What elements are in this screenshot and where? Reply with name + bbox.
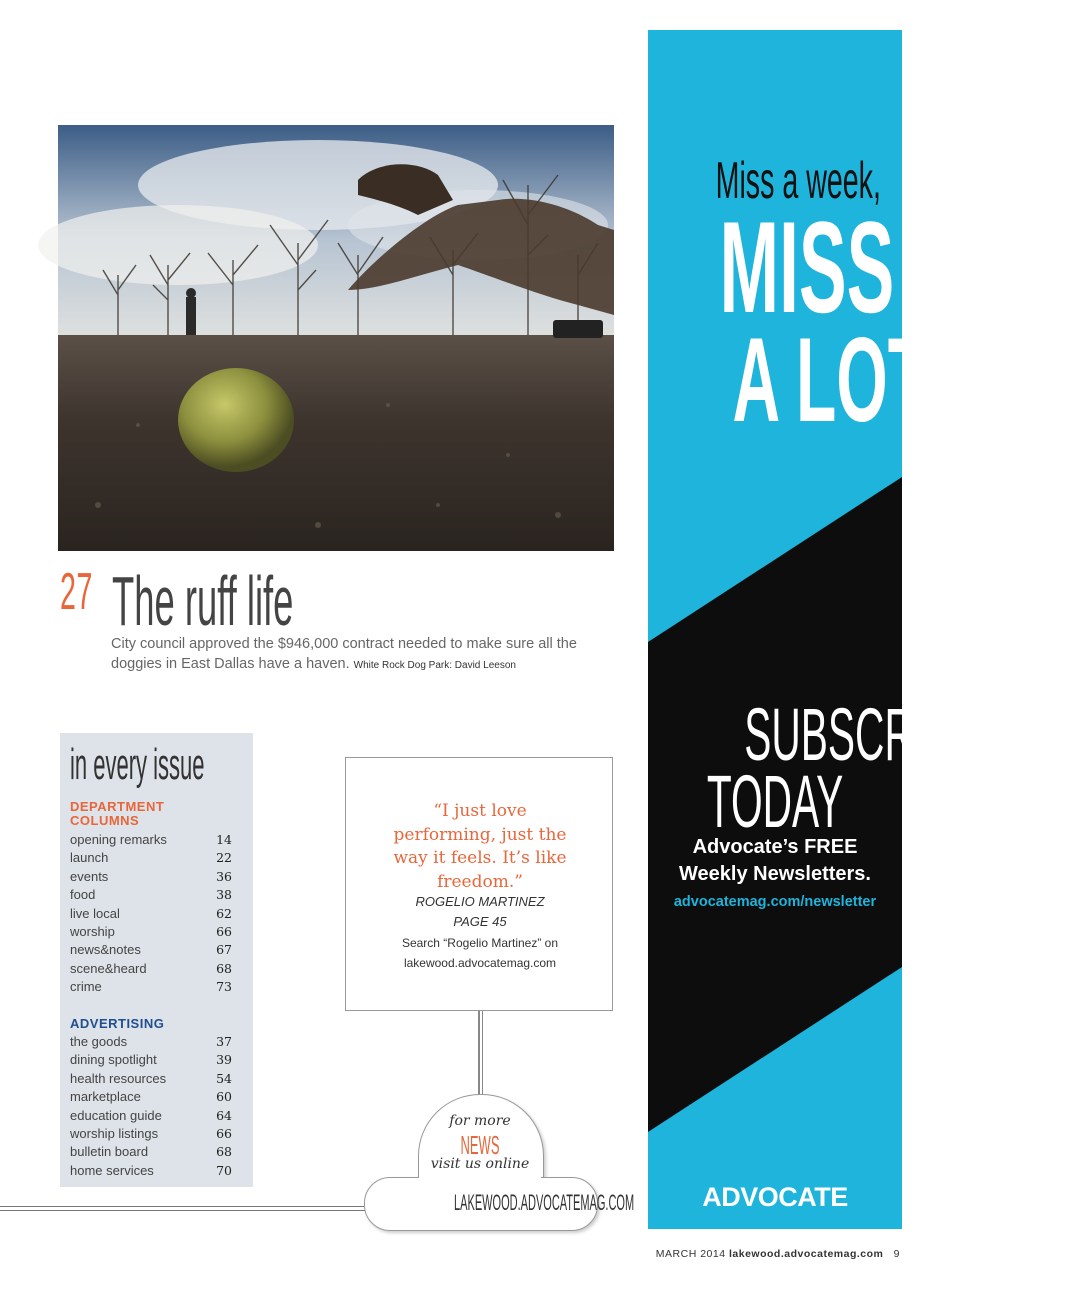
department-item-page: 14 (216, 832, 232, 847)
department-item-label: worship (70, 924, 115, 939)
department-item[interactable] (70, 906, 232, 924)
feature-description-text: City council approved the $946,000 contract needed to make sure all the doggies in East Dallas have a haven. (111, 636, 577, 672)
subscribe-ad[interactable] (648, 30, 980, 1229)
advertising-item[interactable] (70, 1126, 232, 1144)
advertising-item-page: 60 (216, 1089, 232, 1105)
advertising-item-label: the goods (70, 1034, 128, 1049)
ad-newsletter-link[interactable]: advocatemag.com/newsletter (673, 894, 877, 910)
page-footer (560, 1248, 900, 1260)
quote-box (345, 757, 613, 1011)
connector-line (478, 1011, 480, 1101)
ad-subscribe-text: SUBSCRIBE (744, 693, 980, 776)
ad-newsletter-line2: Weekly Newsletters. (679, 863, 871, 885)
ad-newsletter-line1: Advocate’s FREE (692, 836, 858, 858)
advertising-item-label: dining spotlight (70, 1052, 157, 1068)
pull-quote (346, 800, 614, 894)
divider-line (0, 1210, 368, 1211)
feature-description (111, 634, 611, 676)
news-visit-online: visit us online (430, 1156, 530, 1172)
department-item[interactable] (70, 869, 232, 887)
quote-url[interactable]: lakewood.advocatemag.com (403, 956, 557, 970)
department-item[interactable] (70, 942, 232, 960)
advertising-item[interactable] (70, 1163, 232, 1181)
quote-author: ROGELIO MARTINEZ (415, 894, 545, 909)
department-item-page: 68 (216, 960, 232, 976)
advertising-item-page: 54 (216, 1070, 232, 1086)
news-url-link[interactable] (364, 1190, 635, 1216)
advertising-item-label: health resources (70, 1070, 167, 1086)
advertising-item-label: bulletin board (70, 1144, 149, 1160)
footer-site[interactable]: lakewood.advocatemag.com (729, 1248, 884, 1260)
advertising-item[interactable] (70, 1052, 232, 1070)
advertising-item-page: 68 (216, 1144, 232, 1160)
department-item-label: crime (70, 979, 102, 995)
feature-title[interactable]: The ruff life (112, 562, 294, 640)
advertising-item-label: home services (70, 1162, 154, 1178)
department-heading-line: DEPARTMENT (70, 799, 165, 814)
ad-today (648, 760, 902, 843)
department-item-label: news&notes (70, 942, 141, 958)
advertising-item-page: 66 (216, 1126, 232, 1141)
photo-credit: White Rock Dog Park: David Leeson (353, 660, 516, 671)
quote-page[interactable]: PAGE 45 (453, 914, 507, 929)
department-item-label: events (70, 868, 109, 884)
department-item-page: 73 (216, 979, 232, 995)
quote-line: performing, just the (393, 824, 567, 845)
connector-line (482, 1011, 483, 1101)
footer-date: MARCH 2014 (655, 1248, 726, 1260)
department-item-label: opening remarks (70, 832, 167, 847)
quote-line: freedom.” (437, 871, 523, 892)
ad-headline-text: MISS (719, 194, 895, 340)
advertising-item-page: 64 (216, 1107, 232, 1123)
divider-line (0, 1206, 368, 1207)
department-item-label: live local (70, 905, 120, 921)
advertising-heading: ADVERTISING (70, 1016, 165, 1031)
department-item-page: 22 (216, 850, 232, 866)
advertising-item-label: worship listings (70, 1126, 159, 1141)
advertising-item[interactable] (70, 1144, 232, 1162)
ad-today-text: TODAY (706, 760, 844, 843)
department-item[interactable] (70, 924, 232, 942)
department-heading-line: COLUMNS (70, 813, 140, 828)
ad-headline-line3 (648, 313, 940, 447)
department-item-label: scene&heard (70, 960, 147, 976)
news-word-text: NEWS (460, 1130, 500, 1160)
advertising-item-label: marketplace (70, 1089, 141, 1105)
department-item[interactable] (70, 850, 232, 868)
department-item-page: 66 (216, 924, 232, 939)
department-item[interactable] (70, 887, 232, 905)
department-item-page: 38 (216, 887, 232, 903)
news-for-more: for more (449, 1113, 511, 1129)
advocate-logo: ADVOCATE (702, 1182, 848, 1212)
in-every-issue-panel (60, 733, 253, 1187)
advertising-item-page: 70 (216, 1162, 232, 1178)
advertising-item[interactable] (70, 1034, 232, 1052)
advertising-item[interactable] (70, 1108, 232, 1126)
department-item-page: 67 (216, 942, 232, 958)
advertising-item-label: education guide (70, 1107, 162, 1123)
ad-headline-text: Miss a week, (715, 152, 881, 210)
quote-line: way it feels. It’s like (393, 848, 567, 868)
advertising-item-page: 37 (216, 1034, 232, 1049)
department-item[interactable] (70, 961, 232, 979)
quote-line: “I just love (433, 801, 527, 821)
department-item-label: food (70, 887, 96, 903)
department-item-page: 36 (216, 868, 232, 884)
feature-photo (58, 125, 614, 551)
advertising-item[interactable] (70, 1071, 232, 1089)
in-every-issue-title: in every issue (70, 740, 205, 789)
advertising-item-page: 39 (216, 1052, 232, 1068)
department-item-label: launch (70, 850, 109, 866)
advertising-item[interactable] (70, 1089, 232, 1107)
news-url-text[interactable]: LAKEWOOD.ADVOCATEMAG.COM (454, 1190, 635, 1215)
ad-headline-text: A LOT. (732, 313, 940, 447)
department-item[interactable] (70, 979, 232, 997)
department-item[interactable] (70, 832, 232, 850)
department-item-page: 62 (216, 905, 232, 921)
footer-page-number: 9 (893, 1248, 900, 1260)
quote-search-text: Search “Rogelio Martinez” on (401, 936, 559, 950)
department-columns-heading (70, 800, 164, 828)
feature-page-number[interactable]: 27 (60, 563, 93, 621)
